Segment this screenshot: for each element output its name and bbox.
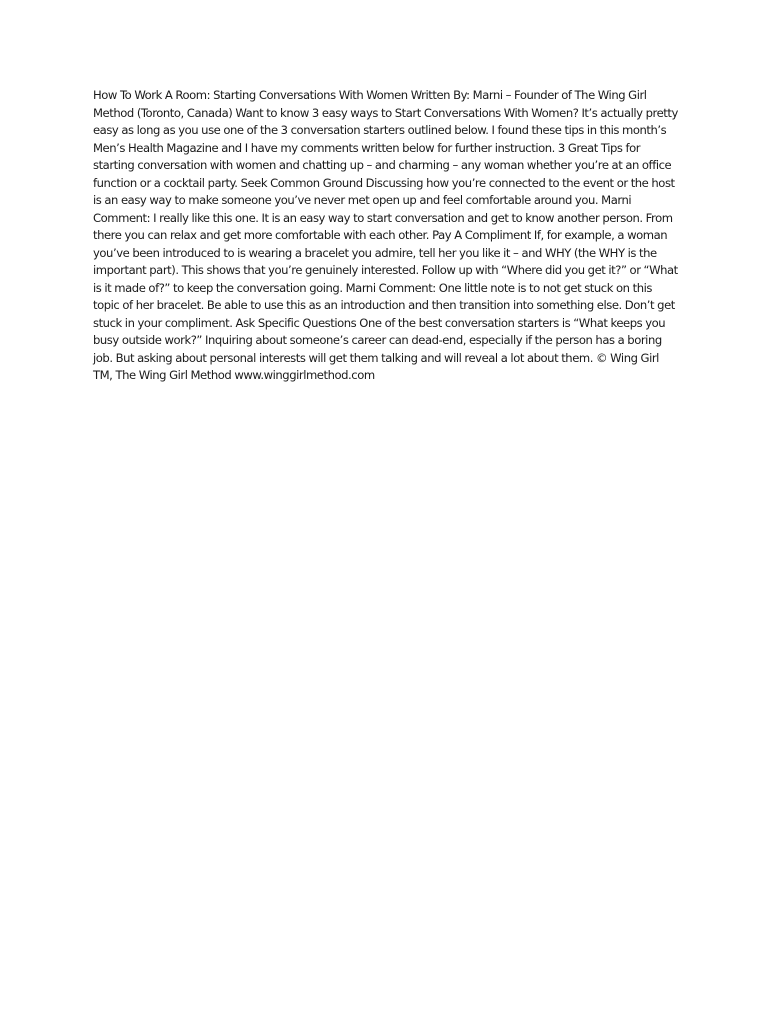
document-body-text: How To Work A Room: Starting Conversations With Women Written By: Marni – Founder of The Wing Girl Method (Toronto, Canada) Want to know 3 easy ways to Start Conversations With Women? It’s actually pretty easy as long as you use one of the 3 conversation starters outlined below. I found these tips in this month’s Men’s Health Magazine and I have my comments written below for further instruction. 3 Great Tips for starting conversation with women and chatting up – and charming – any woman whether you’re at an office function or a cocktail party. Seek Common Ground Discussing how you’re connected to the event or the host is an easy way to make someone you’ve never met open up and feel comfortable around you. Marni Comment: I really like this one. It is an easy way to start conversation and get to know another person. From there you can relax and get more comfortable with each other. Pay A Compliment If, for example, a woman you’ve been introduced to is wearing a bracelet you admire, tell her you like it – and WHY (the WHY is the important part). This shows that you’re genuinely interested. Follow up with “Where did you get it?” or “What is it made of?” to keep the conversation going. Marni Comment: One little note is to not get stuck on this topic of her bracelet. Be able to use this as an introduction and then transition into something else. Don’t get stuck in your compliment. Ask Specific Questions One of the best conversation starters is “What keeps you busy outside work?” Inquiring about someone’s career can dead-end, especially if the person has a boring job. But asking about personal interests will get them talking and will reveal a lot about them. © Wing Girl TM, The Wing Girl Method www.winggirlmethod.com [93, 88, 678, 382]
